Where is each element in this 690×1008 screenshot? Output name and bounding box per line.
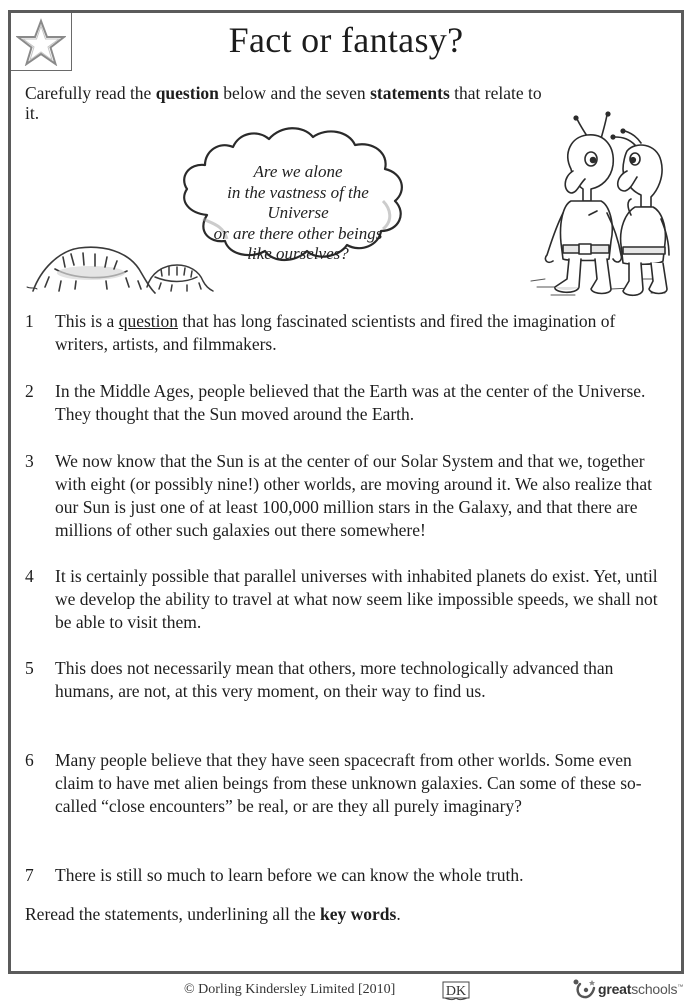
two-aliens-drawing bbox=[611, 129, 669, 295]
intro-bold-statements: statements bbox=[370, 83, 450, 103]
statement-text: In the Middle Ages, people believed that the Earth was at the center of the Universe. They thought that the Sun moved around the Earth. bbox=[55, 381, 646, 424]
greatschools-logo bbox=[572, 978, 683, 1000]
svg-text:DK: DK bbox=[445, 984, 467, 999]
crater-drawing bbox=[147, 265, 213, 291]
statement-text bbox=[55, 310, 665, 356]
intro-bold-question: question bbox=[155, 83, 219, 103]
intro-text: that relate to it. bbox=[25, 83, 542, 123]
statement-number: 5 bbox=[25, 658, 34, 678]
crater-drawing bbox=[27, 247, 155, 293]
outro-text: Reread the statements, underlining all the bbox=[25, 904, 320, 924]
underlined-word: question bbox=[118, 311, 178, 331]
statement-number: 2 bbox=[25, 381, 34, 401]
statement-text: It is certainly possible that parallel universes with inhabited planets do exist. Yet, until we develop the ability to travel at what now seem like impossible speeds, we shall not be able to visit them. bbox=[55, 566, 658, 632]
dk-logo-icon bbox=[442, 981, 470, 1005]
copyright-text: © Dorling Kindersley Limited [2010] bbox=[184, 982, 396, 997]
statement-number: 7 bbox=[25, 865, 34, 885]
trademark: ™ bbox=[677, 984, 684, 991]
greatschools-wordmark bbox=[598, 981, 683, 997]
worksheet-frame bbox=[8, 10, 684, 974]
wordmark-light: schools bbox=[631, 981, 678, 997]
thought-cloud-question bbox=[203, 162, 393, 265]
statement-number: 1 bbox=[25, 311, 34, 331]
statement-number: 3 bbox=[25, 451, 34, 471]
cloud-line: like ourselves? bbox=[247, 244, 349, 263]
cloud-line: Are we alone bbox=[253, 162, 343, 181]
statement-number: 6 bbox=[25, 750, 34, 770]
wordmark-bold: great bbox=[598, 981, 632, 997]
cloud-line: or are there other beings bbox=[213, 223, 383, 243]
statement-text-part: that has long fascinated scientists and fired the imagination of writers, artists, and filmmakers. bbox=[55, 311, 616, 354]
statement-text: We now know that the Sun is at the center of our Solar System and that we, together with eight (or possibly nine!) other worlds, are moving around it. We also realize that our Sun is just one of at least 100,000 million stars in the Galaxy, and that there are millions of other such galaxies out there somewhere! bbox=[55, 451, 653, 540]
intro-text: below and the seven bbox=[218, 83, 371, 103]
intro-text: Carefully read the bbox=[25, 83, 156, 103]
statement-text-part: This is a bbox=[55, 311, 119, 331]
statement-text: This does not necessarily mean that others, more technologically advanced than humans, are not, at this very moment, on their way to find us. bbox=[55, 658, 614, 701]
final-instruction bbox=[25, 903, 665, 926]
footer bbox=[0, 978, 690, 1008]
outro-bold-key-words: key words bbox=[319, 904, 397, 924]
two-aliens-drawing bbox=[545, 112, 621, 293]
greatschools-swoosh-icon bbox=[572, 978, 598, 1000]
outro-text: . bbox=[396, 904, 401, 924]
page-title: Fact or fantasy? bbox=[228, 20, 464, 60]
statement-text: Many people believe that they have seen spacecraft from other worlds. Some even claim to have met alien beings from these unknown galaxies. Can some of these so-called “close encounters” be real, or are they all purely imaginary? bbox=[55, 750, 642, 816]
statement-text: There is still so much to learn before we can know the whole truth. bbox=[55, 865, 524, 885]
cloud-line: in the vastness of the Universe bbox=[227, 182, 369, 222]
statement-number: 4 bbox=[25, 566, 34, 586]
